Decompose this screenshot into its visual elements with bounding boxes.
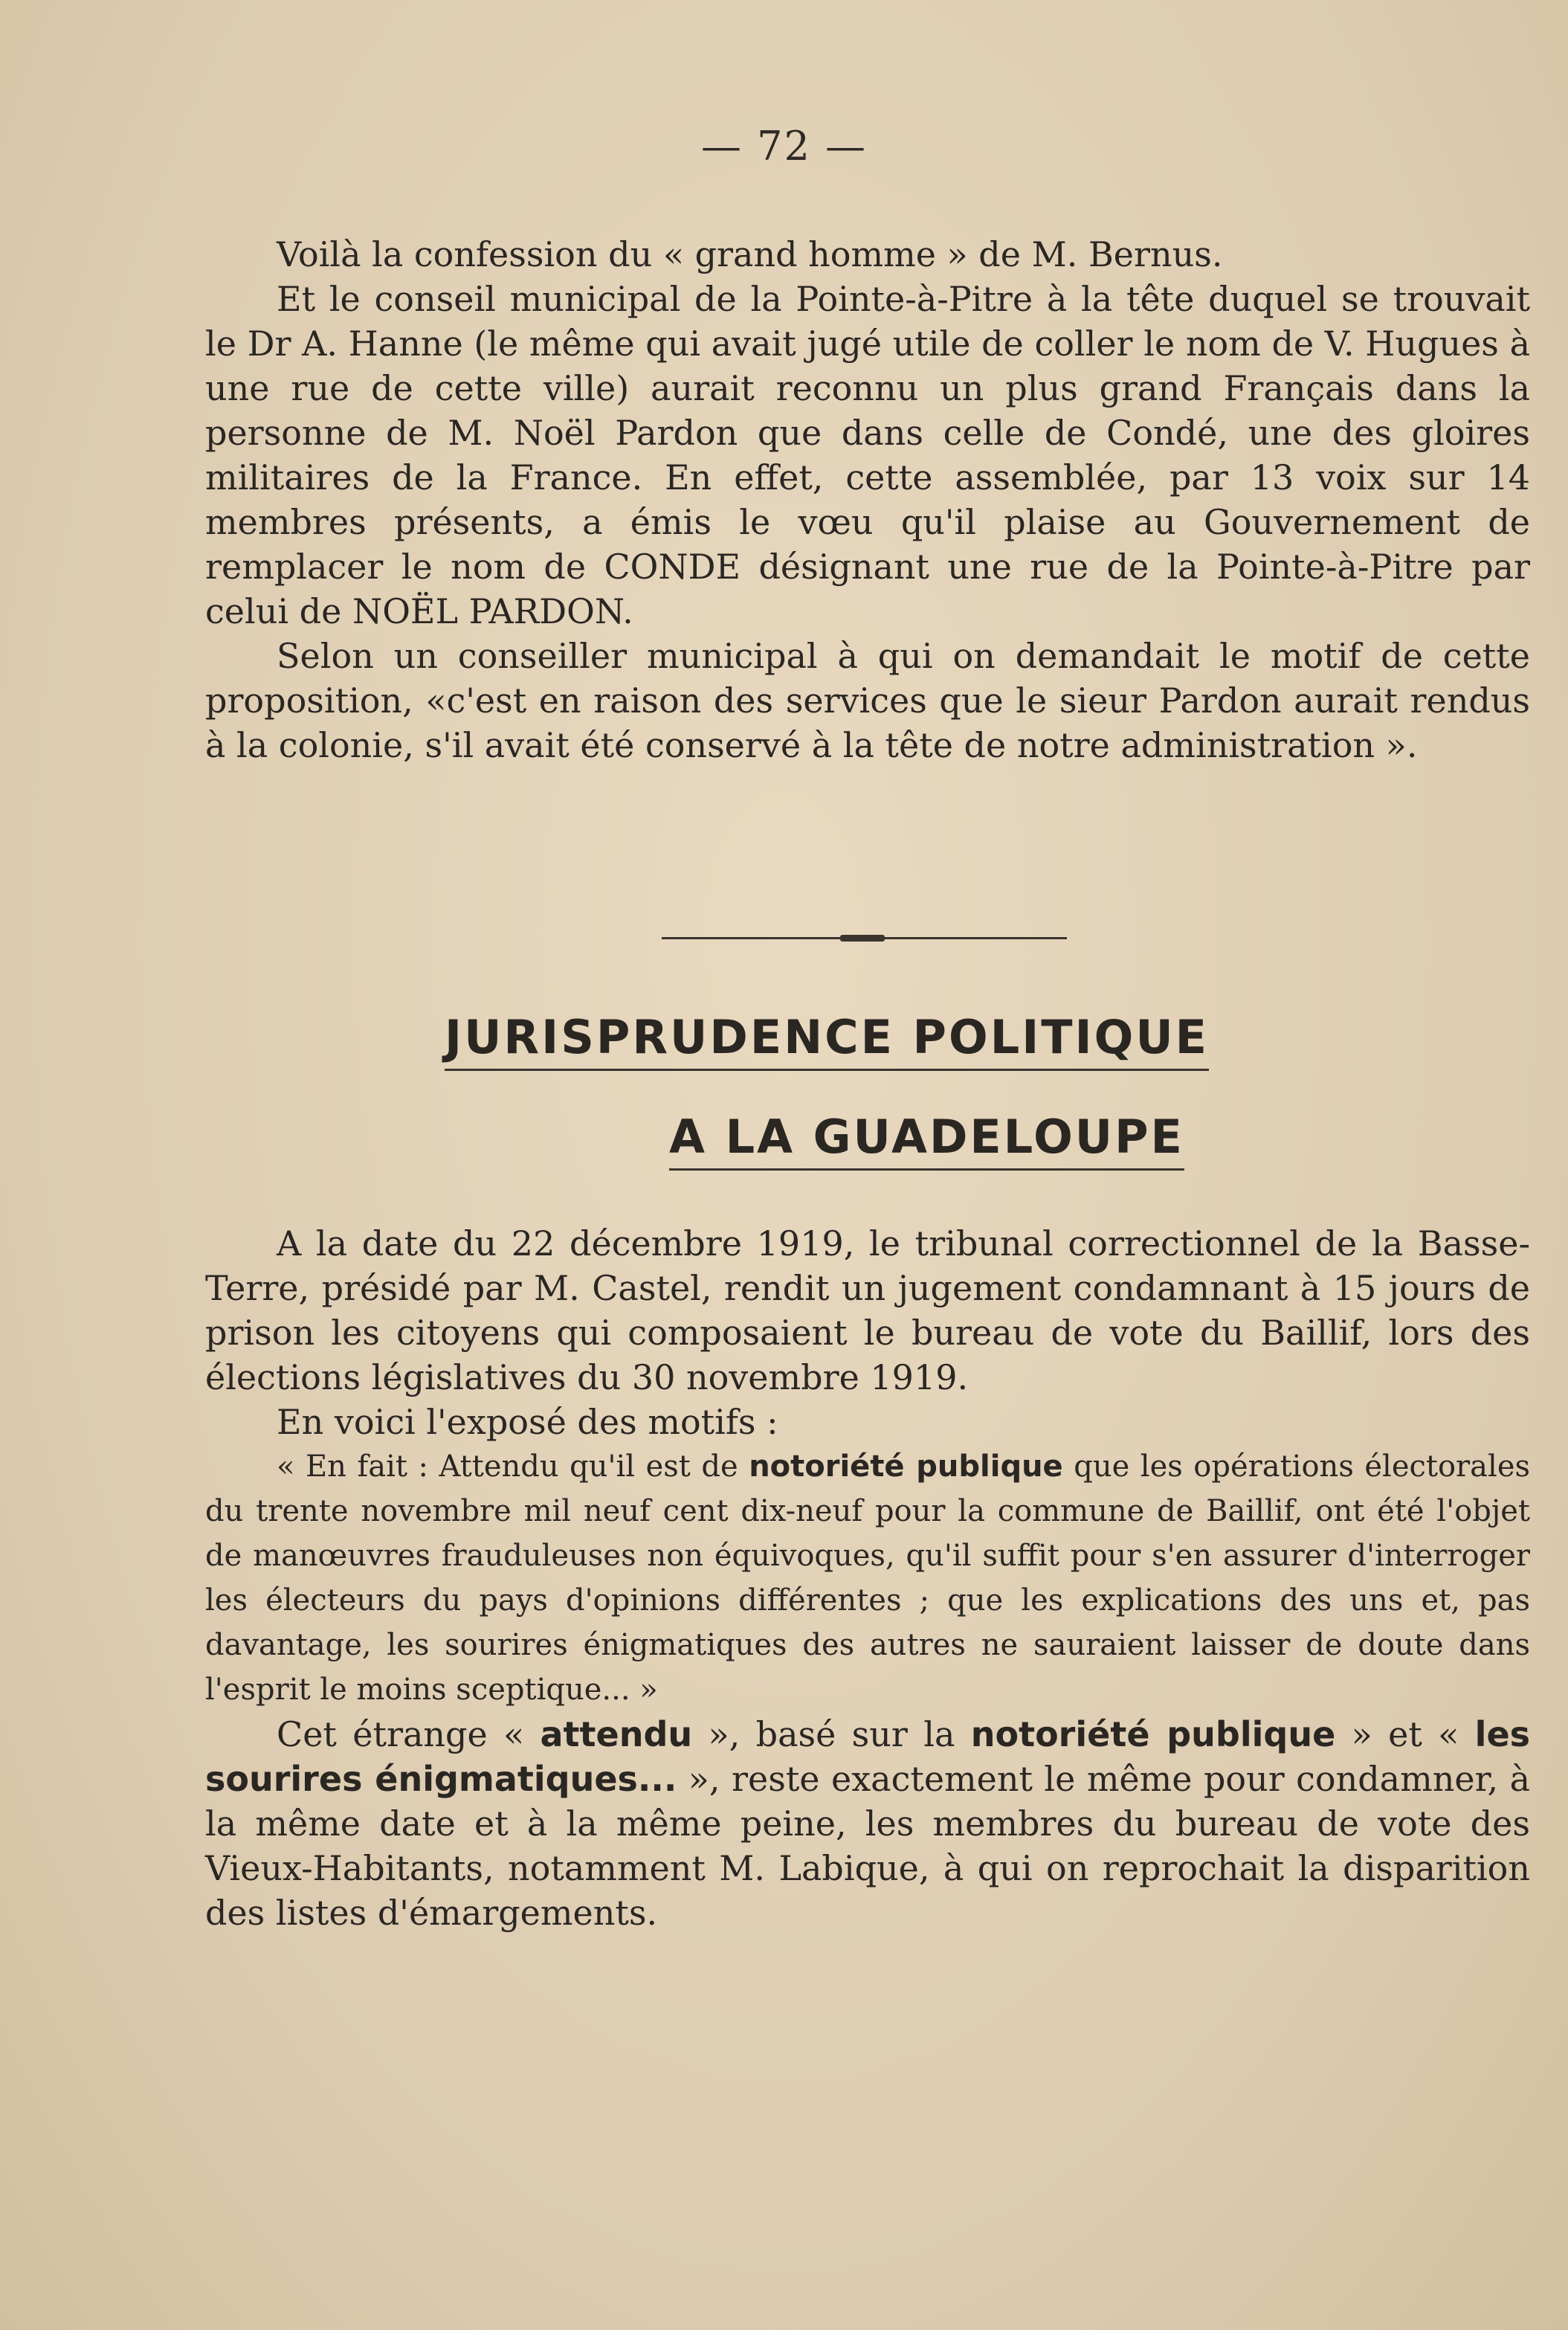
quote-text-after: que les opérations électorales du trente novembre mil neuf cent dix-neuf pour la commune de Baillif, ont été l'objet de manœuvres frauduleuses non équivoques, qu'il suffit pour s'en assurer d'interroger les électeurs du pays d'opinions différentes ; que les explications des uns et, pas davantage, les sourires énigmatiques des autres ne sauraient laisser de doute dans l'esprit le moins sceptique... » [205,1449,1531,1707]
bold-sourires: les sourires énigmatiques... [205,1714,1531,1799]
paragraph-conseiller: Selon un conseiller municipal à qui on demandait le motif de cette proposition, «c'est en raison des services que le sieur Pardon aurait rendus à la colonie, s'il avait été conservé à la tête de notre administration ». [205,636,1530,765]
text-part-a: Cet étrange « [277,1714,541,1754]
section-divider [662,937,1067,939]
paragraph-etrange-attendu [205,1712,1530,1935]
page-number: — 72 — [700,123,868,170]
heading-line-2: A LA GUADELOUPE [669,1110,1184,1171]
bold-attendu: attendu [540,1714,693,1754]
paragraph-expose: En voici l'exposé des motifs : [277,1402,778,1442]
heading-line-1: JURISPRUDENCE POLITIQUE [445,1010,1209,1071]
quote-bold-notoriete: notoriété publique [749,1449,1063,1484]
text-part-c: », basé sur la [692,1714,971,1754]
quote-text-before: « En fait : Attendu qu'il est de [277,1449,749,1484]
text-part-e: » et « [1335,1714,1475,1754]
paragraph-conseil-municipal: Et le conseil municipal de la Pointe-à-Pitre à la tête duquel se trouvait le Dr A. Hanne (le même qui avait jugé utile de coller le nom de V. Hugues à une rue de cette ville) aurait reconnu un plus grand Français dans la personne de M. Noël Pardon que dans celle de Condé, une des gloires militaires de la France. En effet, cette assemblée, par 13 voix sur 14 membres présents, a émis le vœu qu'il plaise au Gouvernement de remplacer le nom de CONDE désignant une rue de la Pointe-à-Pitre par celui de NOËL PARDON. [205,279,1530,631]
quote-motifs [205,1444,1530,1712]
bold-notoriete-publique: notoriété publique [970,1714,1336,1754]
section-confession [205,232,1530,767]
paragraph-jugement: A la date du 22 décembre 1919, le tribunal correctionnel de la Basse-Terre, présidé par M. Castel, rendit un jugement condamnant à 15 jours de prison les citoyens qui composaient le bureau de vote du Baillif, lors des élections législatives du 30 novembre 1919. [205,1223,1530,1397]
paragraph-confession: Voilà la confession du « grand homme » de M. Bernus. [277,234,1223,274]
text-part-g: », reste exactement le même pour condamner, à la même date et à la même peine, les membres du bureau de vote des Vieux-Habitants, notamment M. Labique, à qui on reprochait la disparition des listes d'émargements. [205,1759,1531,1933]
section-jurisprudence [205,1221,1530,1935]
